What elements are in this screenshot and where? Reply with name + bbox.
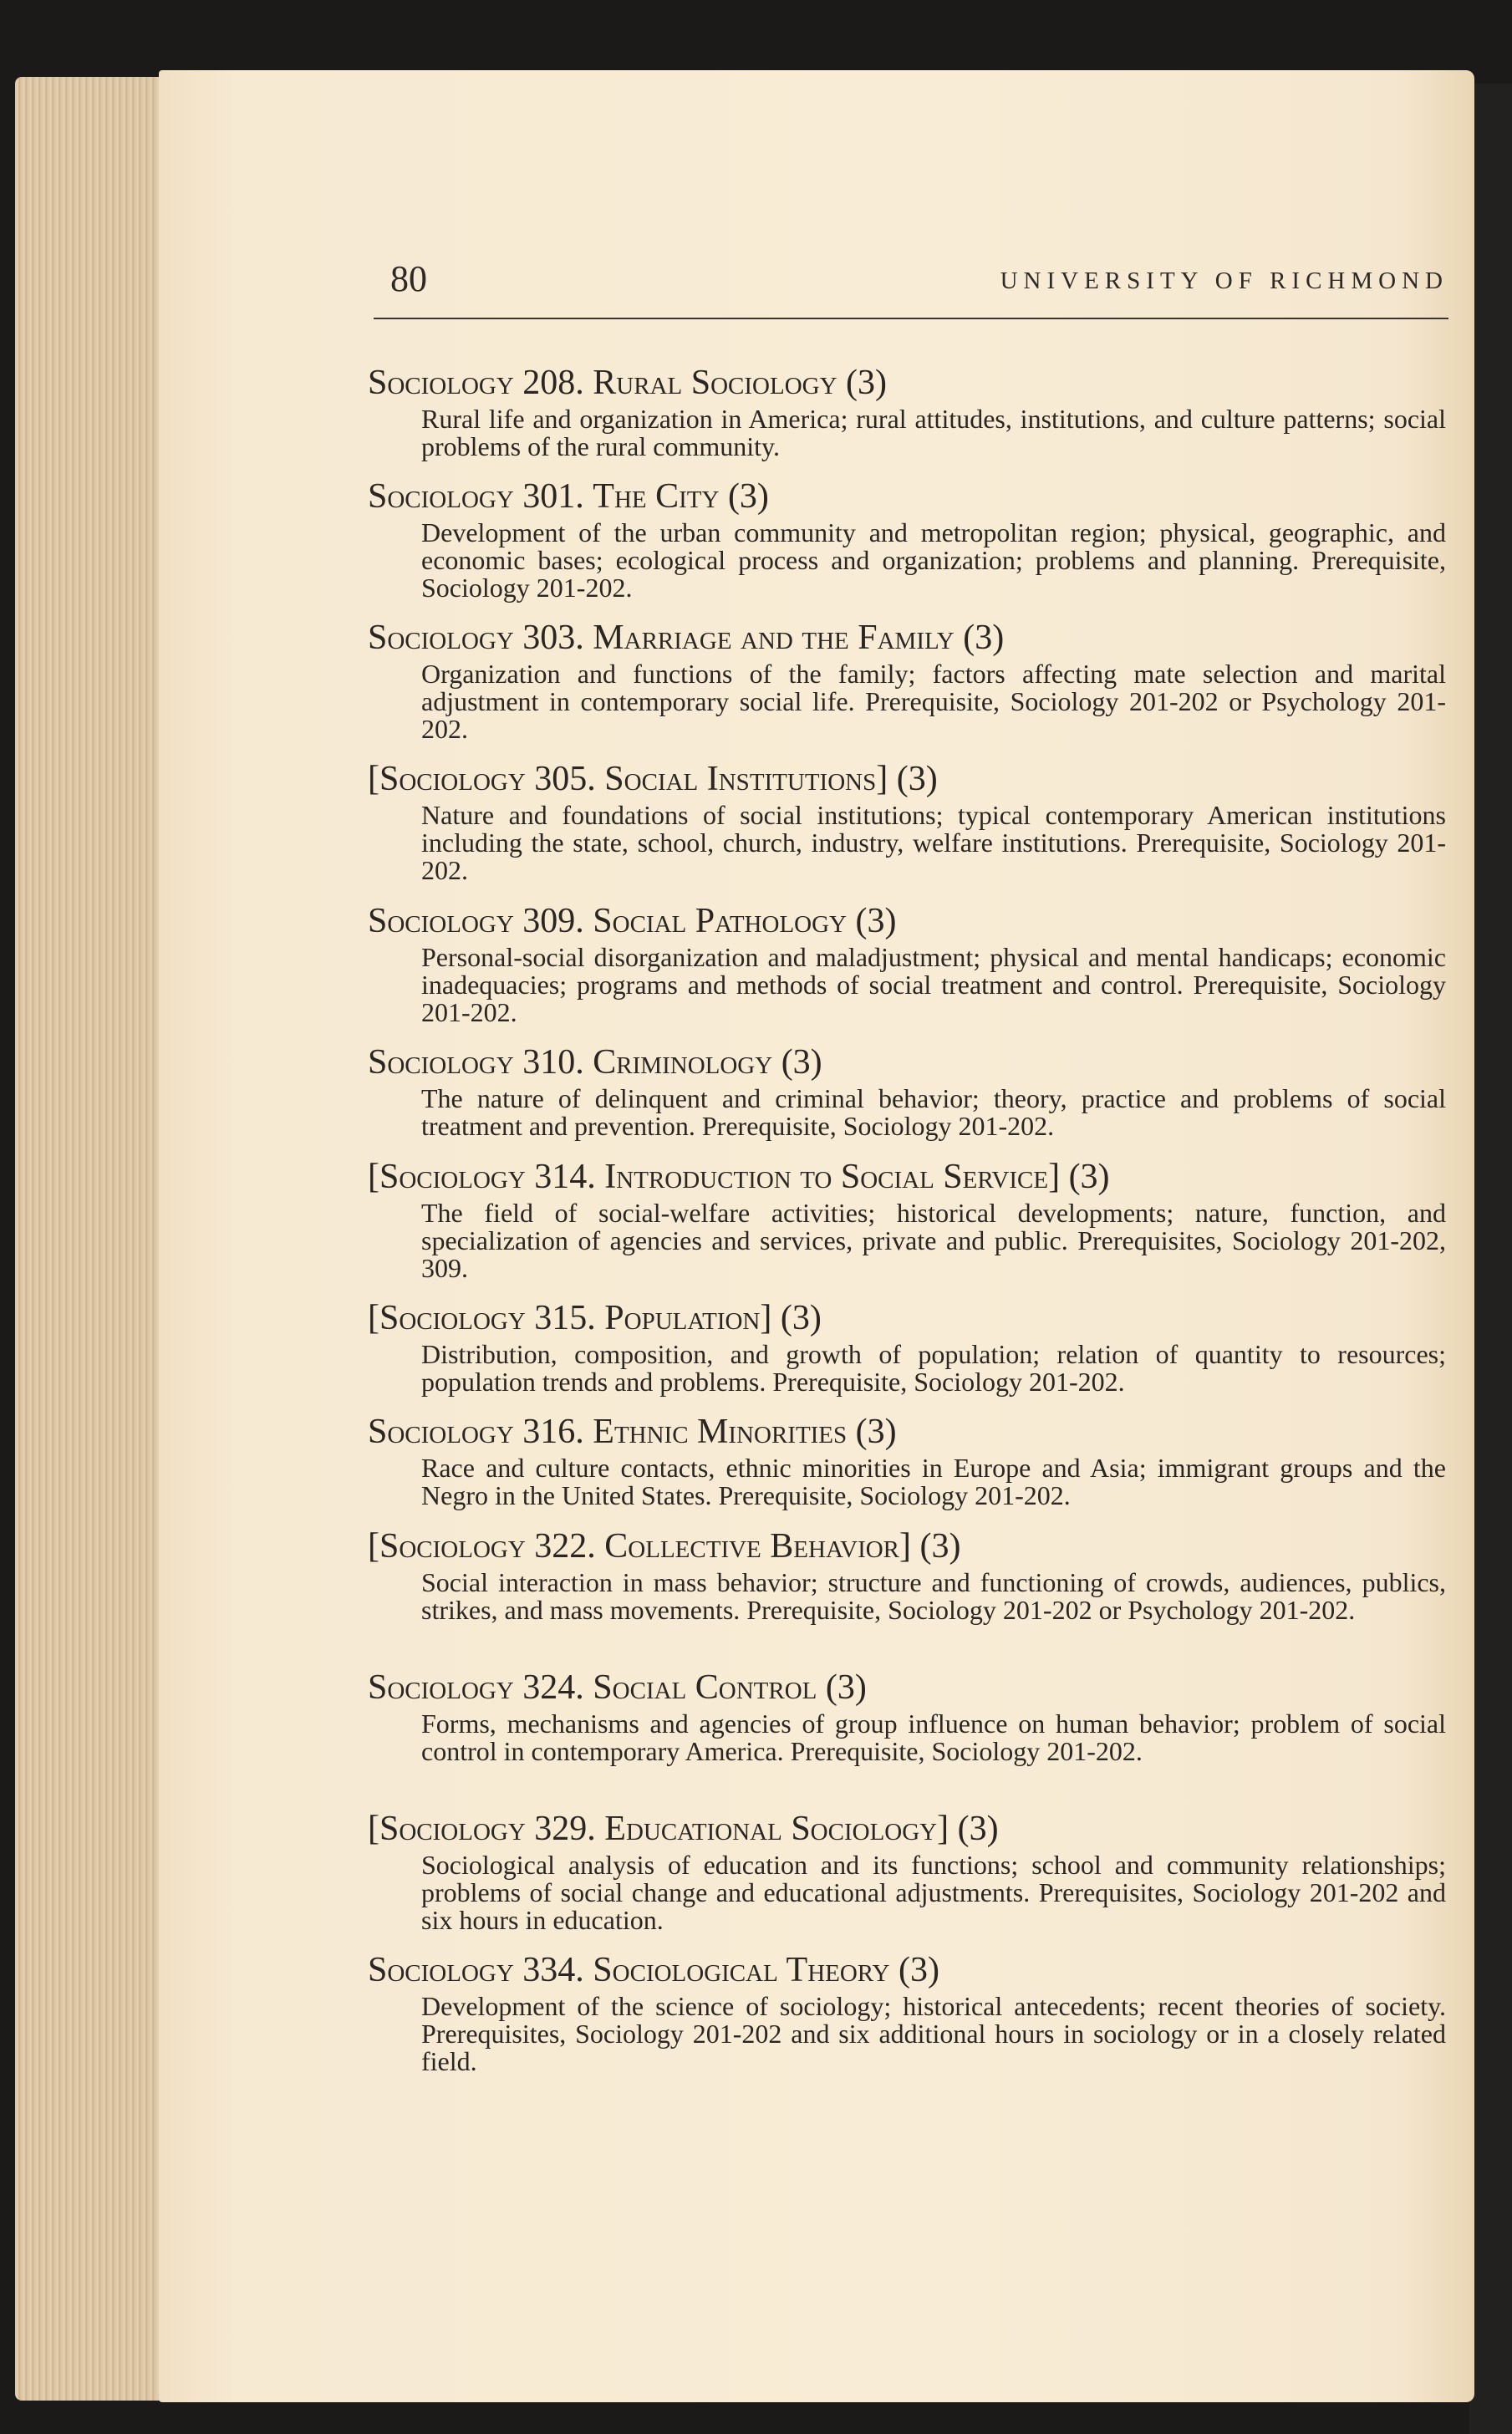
page-edges: [15, 77, 178, 2401]
course-number: 334.: [522, 1951, 584, 1989]
course-dept: Sociology: [368, 1413, 514, 1451]
course-credits: (3): [855, 1413, 897, 1451]
course-heading: [368, 362, 1454, 404]
course-dept: Sociology: [379, 1527, 526, 1566]
binding-shadow: [1469, 84, 1512, 2434]
course-dept: Sociology: [368, 1951, 514, 1989]
course-entry: [368, 758, 1454, 884]
course-entry: [368, 900, 1454, 1026]
bracket-close: ]: [937, 1810, 949, 1848]
course-description: The field of social-welfare activities; historical developments; nature, function, and specialization of agencies and services, private and public. Prerequisites, Sociology 201-202, 309.: [421, 1198, 1446, 1283]
course-credits: (3): [957, 1810, 999, 1848]
course-heading: [368, 476, 1454, 517]
course-credits: (3): [781, 1043, 822, 1082]
course-heading: [368, 617, 1454, 659]
course-heading: [368, 1411, 1454, 1453]
course-credits: (3): [919, 1527, 961, 1566]
course-description: Nature and foundations of social institutions; typical contemporary American institutions including the state, school, church, industry, welfare institutions. Prerequisite, Sociology 201-202.: [421, 800, 1446, 885]
course-entry: [368, 1156, 1454, 1282]
course-heading: [368, 1297, 1454, 1339]
course-entry: [368, 1411, 1454, 1510]
course-title: Social Institutions: [604, 760, 877, 798]
course-description: Personal-social disorganization and maladjustment; physical and mental handicaps; economic inadequacies; programs and methods of social treatment and control. Prerequisite, Sociology 201-202.: [421, 942, 1446, 1027]
course-dept: Sociology: [368, 619, 514, 657]
course-entry: [368, 1949, 1454, 2075]
course-dept: Sociology: [368, 1668, 514, 1707]
course-credits: (3): [1068, 1158, 1110, 1196]
bracket-open: [: [368, 760, 379, 798]
course-description: Organization and functions of the family; factors affecting mate selection and marital adjustment in contemporary social life. Prerequisite, Sociology 201-202 or Psychology 201-202.: [421, 659, 1446, 744]
course-dept: Sociology: [379, 760, 526, 798]
course-description: Race and culture contacts, ethnic minorities in Europe and Asia; immigrant groups and the Negro in the United States. Prerequisite, Sociology 201-202.: [421, 1453, 1446, 1510]
running-title: UNIVERSITY OF RICHMOND: [1000, 267, 1448, 294]
course-entry: [368, 617, 1454, 743]
course-title: Rural Sociology: [593, 364, 837, 402]
course-credits: (3): [780, 1299, 822, 1337]
course-title: Population: [604, 1299, 761, 1337]
course-dept: Sociology: [368, 1043, 514, 1082]
course-number: 305.: [534, 760, 596, 798]
course-entry: [368, 362, 1454, 461]
course-dept: Sociology: [368, 364, 514, 402]
page-number: 80: [390, 258, 427, 299]
course-description: Rural life and organization in America; rural attitudes, institutions, and culture patterns; social problems of the rural community.: [421, 404, 1446, 461]
course-title: Criminology: [593, 1043, 773, 1082]
course-title: Educational Sociology: [604, 1810, 938, 1848]
course-heading: [368, 1667, 1454, 1708]
bracket-close: ]: [1048, 1158, 1061, 1196]
bracket-open: [: [368, 1299, 379, 1337]
course-dept: Sociology: [368, 477, 514, 516]
bracket-open: [: [368, 1810, 379, 1848]
course-number: 315.: [534, 1299, 596, 1337]
course-title: Social Control: [593, 1668, 817, 1707]
course-heading: [368, 758, 1454, 800]
course-heading: [368, 1525, 1454, 1567]
bracket-close: ]: [899, 1527, 912, 1566]
course-description: Development of the science of sociology; historical antecedents; recent theories of society. Prerequisites, Sociology 201-202 and six additional hours in sociology or in a closely related field.: [421, 1991, 1446, 2076]
course-number: 329.: [534, 1810, 596, 1848]
course-credits: (3): [898, 1951, 939, 1989]
course-heading: [368, 1949, 1454, 1991]
course-heading: [368, 1808, 1454, 1850]
course-number: 208.: [522, 364, 584, 402]
course-title: Introduction to Social Service: [604, 1158, 1049, 1196]
course-number: 324.: [522, 1668, 584, 1707]
course-credits: (3): [896, 760, 938, 798]
course-title: Social Pathology: [593, 902, 847, 940]
course-dept: Sociology: [379, 1299, 526, 1337]
course-dept: Sociology: [368, 902, 514, 940]
course-entry: [368, 1808, 1454, 1934]
course-credits: (3): [855, 902, 897, 940]
course-number: 314.: [534, 1158, 596, 1196]
course-dept: Sociology: [379, 1810, 526, 1848]
course-entry: [368, 1525, 1454, 1624]
header-rule: [374, 318, 1448, 319]
course-title: Collective Behavior: [604, 1527, 900, 1566]
course-description: Forms, mechanisms and agencies of group influence on human behavior; problem of social control in contemporary America. Prerequisite, Sociology 201-202.: [421, 1708, 1446, 1766]
course-number: 303.: [522, 619, 584, 657]
course-description: Social interaction in mass behavior; structure and functioning of crowds, audiences, publics, strikes, and mass movements. Prerequisite, Sociology 201-202 or Psychology 201-202.: [421, 1567, 1446, 1625]
course-description: Sociological analysis of education and its functions; school and community relationships; problems of social change and educational adjustments. Prerequisites, Sociology 201-202 and six hours in education.: [421, 1850, 1446, 1935]
course-number: 310.: [522, 1043, 584, 1082]
course-entry: [368, 1667, 1454, 1765]
course-number: 322.: [534, 1527, 596, 1566]
course-credits: (3): [963, 619, 1005, 657]
course-heading: [368, 1041, 1454, 1083]
course-number: 301.: [522, 477, 584, 516]
course-description: Distribution, composition, and growth of population; relation of quantity to resources; population trends and problems. Prerequisite, Sociology 201-202.: [421, 1339, 1446, 1397]
page-header: [374, 247, 1448, 314]
course-description: The nature of delinquent and criminal behavior; theory, practice and problems of social treatment and prevention. Prerequisite, Sociology 201-202.: [421, 1083, 1446, 1141]
course-number: 309.: [522, 902, 584, 940]
bracket-close: ]: [760, 1299, 772, 1337]
bracket-open: [: [368, 1527, 379, 1566]
course-entry: [368, 1041, 1454, 1140]
course-credits: (3): [846, 364, 888, 402]
course-description: Development of the urban community and metropolitan region; physical, geographic, and economic bases; ecological process and organization; problems and planning. Prerequisite, Sociology 201-202.: [421, 517, 1446, 603]
course-title: Sociological Theory: [593, 1951, 890, 1989]
course-title: Ethnic Minorities: [593, 1413, 848, 1451]
course-heading: [368, 1156, 1454, 1198]
course-entry: [368, 1297, 1454, 1396]
course-number: 316.: [522, 1413, 584, 1451]
course-dept: Sociology: [379, 1158, 526, 1196]
course-title: Marriage and the Family: [593, 619, 955, 657]
bracket-open: [: [368, 1158, 379, 1196]
course-entry: [368, 476, 1454, 602]
course-credits: (3): [825, 1668, 867, 1707]
course-credits: (3): [727, 477, 769, 516]
course-heading: [368, 900, 1454, 942]
bracket-close: ]: [876, 760, 888, 798]
course-title: The City: [593, 477, 720, 516]
